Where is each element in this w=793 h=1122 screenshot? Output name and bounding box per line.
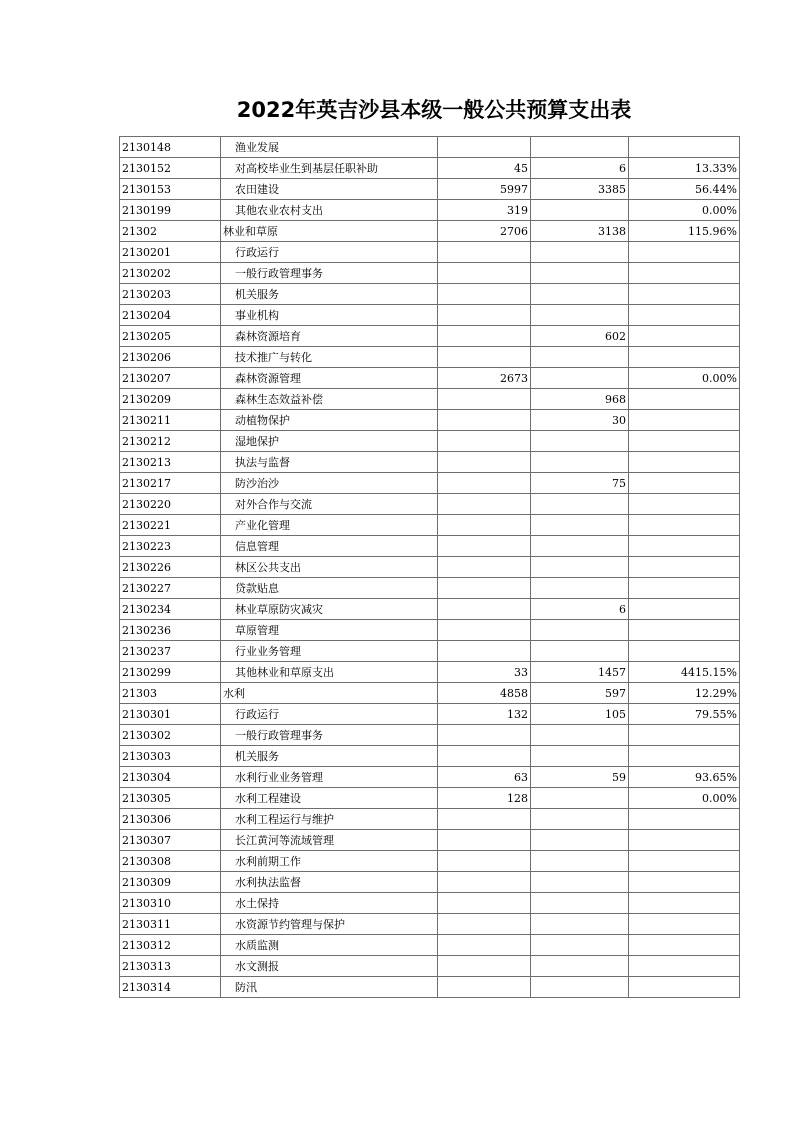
ratio-cell <box>629 578 740 599</box>
table-row <box>120 977 740 998</box>
amount-b-cell: 75 <box>531 473 629 494</box>
table-row <box>120 578 740 599</box>
subject-code-cell: 2130302 <box>120 725 221 746</box>
subject-code-cell: 21302 <box>120 221 221 242</box>
subject-code-cell: 2130299 <box>120 662 221 683</box>
amount-b-cell <box>531 977 629 998</box>
amount-a-cell <box>438 914 531 935</box>
amount-b-cell <box>531 263 629 284</box>
subject-name-cell: 林业草原防灾减灾 <box>221 599 438 620</box>
ratio-cell: 13.33% <box>629 158 740 179</box>
amount-b-cell: 602 <box>531 326 629 347</box>
ratio-cell: 115.96% <box>629 221 740 242</box>
amount-a-cell <box>438 851 531 872</box>
amount-a-cell <box>438 347 531 368</box>
subject-name-cell: 产业化管理 <box>221 515 438 536</box>
table-row <box>120 158 740 179</box>
table-row <box>120 809 740 830</box>
ratio-cell <box>629 473 740 494</box>
amount-b-cell <box>531 893 629 914</box>
table-row <box>120 431 740 452</box>
subject-code-cell: 2130199 <box>120 200 221 221</box>
subject-name-cell: 行政运行 <box>221 242 438 263</box>
subject-code-cell: 2130311 <box>120 914 221 935</box>
subject-code-cell: 2130220 <box>120 494 221 515</box>
subject-name-cell: 水土保持 <box>221 893 438 914</box>
amount-b-cell <box>531 137 629 158</box>
subject-code-cell: 2130204 <box>120 305 221 326</box>
subject-name-cell: 行业业务管理 <box>221 641 438 662</box>
ratio-cell: 4415.15% <box>629 662 740 683</box>
table-row <box>120 956 740 977</box>
table-row <box>120 620 740 641</box>
table-row <box>120 515 740 536</box>
subject-name-cell: 信息管理 <box>221 536 438 557</box>
ratio-cell: 79.55% <box>629 704 740 725</box>
amount-b-cell <box>531 914 629 935</box>
subject-name-cell: 水利工程建设 <box>221 788 438 809</box>
table-row <box>120 389 740 410</box>
subject-name-cell: 森林资源培育 <box>221 326 438 347</box>
table-row <box>120 914 740 935</box>
ratio-cell <box>629 536 740 557</box>
table-row <box>120 452 740 473</box>
amount-b-cell <box>531 872 629 893</box>
amount-b-cell <box>531 851 629 872</box>
amount-b-cell: 105 <box>531 704 629 725</box>
amount-b-cell <box>531 809 629 830</box>
amount-a-cell <box>438 641 531 662</box>
amount-b-cell <box>531 368 629 389</box>
subject-name-cell: 林区公共支出 <box>221 557 438 578</box>
subject-name-cell: 防沙治沙 <box>221 473 438 494</box>
subject-name-cell: 行政运行 <box>221 704 438 725</box>
table-row <box>120 935 740 956</box>
amount-b-cell: 968 <box>531 389 629 410</box>
table-row <box>120 494 740 515</box>
subject-code-cell: 2130153 <box>120 179 221 200</box>
amount-b-cell: 6 <box>531 158 629 179</box>
subject-code-cell: 2130301 <box>120 704 221 725</box>
table-row <box>120 284 740 305</box>
table-row <box>120 872 740 893</box>
ratio-cell <box>629 830 740 851</box>
subject-code-cell: 2130205 <box>120 326 221 347</box>
table-row <box>120 599 740 620</box>
table-body <box>120 137 740 998</box>
subject-name-cell: 水利前期工作 <box>221 851 438 872</box>
subject-name-cell: 长江黄河等流域管理 <box>221 830 438 851</box>
ratio-cell <box>629 284 740 305</box>
subject-code-cell: 2130207 <box>120 368 221 389</box>
ratio-cell: 56.44% <box>629 179 740 200</box>
page-title: 2022年英吉沙县本级一般公共预算支出表 <box>236 98 632 122</box>
amount-a-cell: 2673 <box>438 368 531 389</box>
ratio-cell <box>629 137 740 158</box>
amount-b-cell <box>531 305 629 326</box>
subject-code-cell: 2130206 <box>120 347 221 368</box>
ratio-cell <box>629 410 740 431</box>
table-row <box>120 683 740 704</box>
amount-a-cell <box>438 746 531 767</box>
subject-name-cell: 动植物保护 <box>221 410 438 431</box>
subject-code-cell: 2130212 <box>120 431 221 452</box>
subject-code-cell: 2130314 <box>120 977 221 998</box>
subject-code-cell: 2130203 <box>120 284 221 305</box>
ratio-cell <box>629 452 740 473</box>
ratio-cell <box>629 305 740 326</box>
amount-b-cell <box>531 452 629 473</box>
amount-a-cell <box>438 599 531 620</box>
subject-name-cell: 水利工程运行与维护 <box>221 809 438 830</box>
subject-name-cell: 水文测报 <box>221 956 438 977</box>
amount-a-cell: 45 <box>438 158 531 179</box>
subject-code-cell: 2130148 <box>120 137 221 158</box>
subject-code-cell: 2130221 <box>120 515 221 536</box>
subject-code-cell: 2130304 <box>120 767 221 788</box>
amount-a-cell: 319 <box>438 200 531 221</box>
table-row <box>120 137 740 158</box>
table-row <box>120 536 740 557</box>
amount-a-cell <box>438 431 531 452</box>
subject-name-cell: 农田建设 <box>221 179 438 200</box>
ratio-cell <box>629 599 740 620</box>
subject-name-cell: 防汛 <box>221 977 438 998</box>
amount-a-cell <box>438 305 531 326</box>
amount-a-cell <box>438 578 531 599</box>
subject-code-cell: 2130234 <box>120 599 221 620</box>
amount-a-cell <box>438 977 531 998</box>
table-row <box>120 851 740 872</box>
amount-b-cell <box>531 956 629 977</box>
amount-b-cell <box>531 830 629 851</box>
table-row <box>120 326 740 347</box>
amount-b-cell <box>531 788 629 809</box>
subject-code-cell: 2130237 <box>120 641 221 662</box>
table-row <box>120 662 740 683</box>
ratio-cell <box>629 347 740 368</box>
subject-code-cell: 2130309 <box>120 872 221 893</box>
table-row <box>120 641 740 662</box>
ratio-cell <box>629 557 740 578</box>
subject-name-cell: 机关服务 <box>221 746 438 767</box>
table-row <box>120 179 740 200</box>
ratio-cell <box>629 956 740 977</box>
subject-name-cell: 其他农业农村支出 <box>221 200 438 221</box>
table-row <box>120 830 740 851</box>
amount-a-cell: 5997 <box>438 179 531 200</box>
subject-code-cell: 2130226 <box>120 557 221 578</box>
table-row <box>120 200 740 221</box>
subject-name-cell: 森林生态效益补偿 <box>221 389 438 410</box>
subject-code-cell: 2130152 <box>120 158 221 179</box>
subject-code-cell: 2130310 <box>120 893 221 914</box>
table-row <box>120 473 740 494</box>
subject-name-cell: 水利行业业务管理 <box>221 767 438 788</box>
subject-code-cell: 2130307 <box>120 830 221 851</box>
amount-a-cell: 2706 <box>438 221 531 242</box>
amount-b-cell <box>531 620 629 641</box>
amount-a-cell: 33 <box>438 662 531 683</box>
ratio-cell <box>629 977 740 998</box>
amount-a-cell <box>438 809 531 830</box>
amount-a-cell <box>438 494 531 515</box>
amount-b-cell: 597 <box>531 683 629 704</box>
subject-name-cell: 水资源节约管理与保护 <box>221 914 438 935</box>
subject-name-cell: 森林资源管理 <box>221 368 438 389</box>
table-row <box>120 305 740 326</box>
amount-a-cell <box>438 242 531 263</box>
amount-b-cell: 59 <box>531 767 629 788</box>
amount-b-cell <box>531 935 629 956</box>
amount-b-cell <box>531 494 629 515</box>
amount-b-cell <box>531 578 629 599</box>
ratio-cell <box>629 725 740 746</box>
subject-name-cell: 贷款贴息 <box>221 578 438 599</box>
amount-a-cell <box>438 935 531 956</box>
subject-name-cell: 一般行政管理事务 <box>221 263 438 284</box>
table-row <box>120 746 740 767</box>
subject-name-cell: 渔业发展 <box>221 137 438 158</box>
amount-b-cell: 1457 <box>531 662 629 683</box>
amount-a-cell <box>438 830 531 851</box>
amount-a-cell <box>438 389 531 410</box>
amount-a-cell <box>438 326 531 347</box>
amount-b-cell <box>531 431 629 452</box>
subject-code-cell: 2130308 <box>120 851 221 872</box>
amount-a-cell: 128 <box>438 788 531 809</box>
subject-name-cell: 水质监测 <box>221 935 438 956</box>
amount-b-cell <box>531 746 629 767</box>
amount-b-cell <box>531 515 629 536</box>
ratio-cell <box>629 263 740 284</box>
table-row <box>120 410 740 431</box>
subject-name-cell: 一般行政管理事务 <box>221 725 438 746</box>
amount-a-cell <box>438 557 531 578</box>
subject-code-cell: 2130306 <box>120 809 221 830</box>
subject-name-cell: 草原管理 <box>221 620 438 641</box>
subject-name-cell: 技术推广与转化 <box>221 347 438 368</box>
ratio-cell <box>629 515 740 536</box>
amount-a-cell <box>438 410 531 431</box>
subject-name-cell: 对外合作与交流 <box>221 494 438 515</box>
amount-a-cell <box>438 263 531 284</box>
ratio-cell <box>629 893 740 914</box>
ratio-cell: 0.00% <box>629 788 740 809</box>
amount-a-cell <box>438 956 531 977</box>
budget-table <box>119 136 740 998</box>
subject-code-cell: 21303 <box>120 683 221 704</box>
ratio-cell <box>629 242 740 263</box>
subject-name-cell: 执法与监督 <box>221 452 438 473</box>
amount-b-cell: 3138 <box>531 221 629 242</box>
ratio-cell <box>629 326 740 347</box>
subject-code-cell: 2130217 <box>120 473 221 494</box>
amount-b-cell <box>531 242 629 263</box>
ratio-cell <box>629 809 740 830</box>
amount-a-cell <box>438 515 531 536</box>
subject-code-cell: 2130209 <box>120 389 221 410</box>
subject-code-cell: 2130223 <box>120 536 221 557</box>
amount-a-cell <box>438 536 531 557</box>
table-row <box>120 557 740 578</box>
amount-b-cell <box>531 536 629 557</box>
ratio-cell: 0.00% <box>629 200 740 221</box>
subject-code-cell: 2130202 <box>120 263 221 284</box>
ratio-cell <box>629 641 740 662</box>
table-row <box>120 347 740 368</box>
subject-code-cell: 2130227 <box>120 578 221 599</box>
amount-a-cell <box>438 137 531 158</box>
ratio-cell <box>629 914 740 935</box>
table-row <box>120 767 740 788</box>
ratio-cell <box>629 851 740 872</box>
amount-a-cell <box>438 620 531 641</box>
table-row <box>120 788 740 809</box>
amount-a-cell <box>438 893 531 914</box>
amount-a-cell <box>438 473 531 494</box>
subject-code-cell: 2130313 <box>120 956 221 977</box>
amount-b-cell <box>531 284 629 305</box>
table-row <box>120 893 740 914</box>
amount-a-cell: 4858 <box>438 683 531 704</box>
subject-name-cell: 机关服务 <box>221 284 438 305</box>
table-row <box>120 368 740 389</box>
subject-name-cell: 其他林业和草原支出 <box>221 662 438 683</box>
amount-a-cell: 63 <box>438 767 531 788</box>
subject-code-cell: 2130312 <box>120 935 221 956</box>
table-row <box>120 725 740 746</box>
table-row <box>120 704 740 725</box>
table-row <box>120 242 740 263</box>
subject-code-cell: 2130305 <box>120 788 221 809</box>
amount-a-cell <box>438 452 531 473</box>
ratio-cell <box>629 389 740 410</box>
subject-name-cell: 事业机构 <box>221 305 438 326</box>
ratio-cell: 93.65% <box>629 767 740 788</box>
amount-b-cell <box>531 347 629 368</box>
amount-a-cell <box>438 725 531 746</box>
subject-name-cell: 湿地保护 <box>221 431 438 452</box>
subject-name-cell: 对高校毕业生到基层任职补助 <box>221 158 438 179</box>
ratio-cell <box>629 746 740 767</box>
table-row <box>120 263 740 284</box>
subject-name-cell: 水利执法监督 <box>221 872 438 893</box>
ratio-cell: 0.00% <box>629 368 740 389</box>
amount-a-cell <box>438 872 531 893</box>
table-row <box>120 221 740 242</box>
ratio-cell <box>629 494 740 515</box>
amount-b-cell: 30 <box>531 410 629 431</box>
subject-name-cell: 林业和草原 <box>221 221 438 242</box>
amount-a-cell: 132 <box>438 704 531 725</box>
subject-code-cell: 2130236 <box>120 620 221 641</box>
amount-b-cell: 3385 <box>531 179 629 200</box>
ratio-cell <box>629 935 740 956</box>
ratio-cell <box>629 872 740 893</box>
subject-code-cell: 2130303 <box>120 746 221 767</box>
subject-code-cell: 2130211 <box>120 410 221 431</box>
ratio-cell: 12.29% <box>629 683 740 704</box>
amount-b-cell <box>531 641 629 662</box>
amount-a-cell <box>438 284 531 305</box>
amount-b-cell <box>531 725 629 746</box>
amount-b-cell <box>531 557 629 578</box>
subject-code-cell: 2130201 <box>120 242 221 263</box>
ratio-cell <box>629 431 740 452</box>
subject-code-cell: 2130213 <box>120 452 221 473</box>
amount-b-cell <box>531 200 629 221</box>
subject-name-cell: 水利 <box>221 683 438 704</box>
ratio-cell <box>629 620 740 641</box>
amount-b-cell: 6 <box>531 599 629 620</box>
